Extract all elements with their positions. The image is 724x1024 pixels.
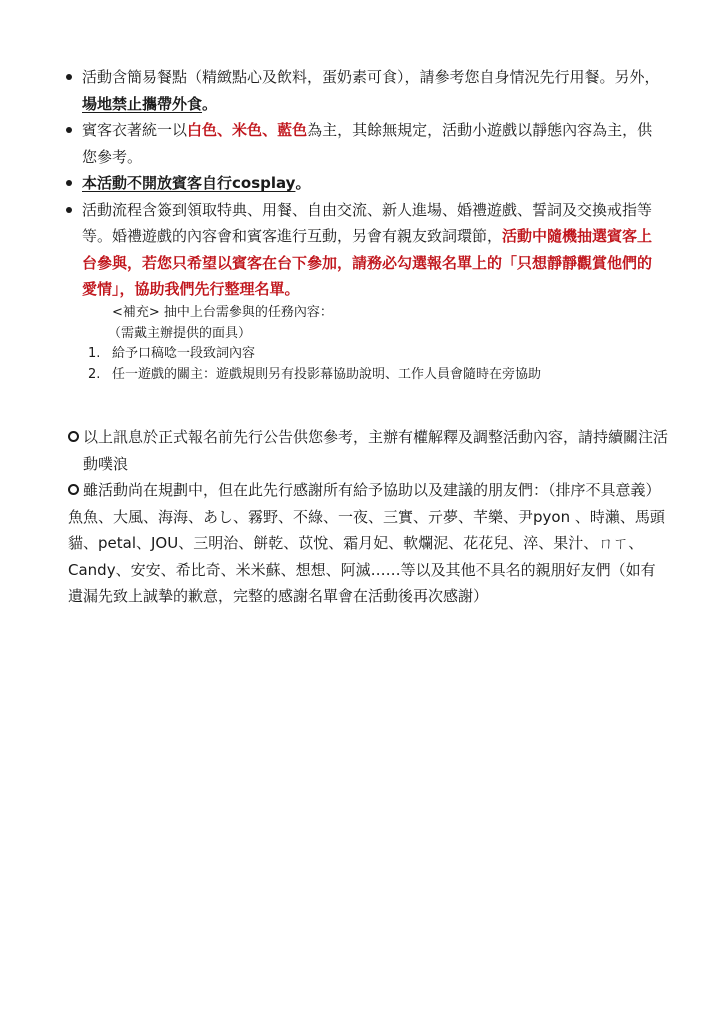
list-item-dress-code — [62, 117, 662, 170]
dress-text-lead: 賓客衣著統一以 — [82, 121, 188, 139]
bullet-icon — [66, 127, 72, 133]
notice-disclaimer — [68, 424, 668, 477]
supplement-subtitle: （需戴主辦提供的面具） — [108, 326, 252, 341]
bullet-icon — [66, 180, 72, 186]
supplement-block — [108, 302, 333, 344]
task-text: 給予口稿唸一段致詞內容 — [112, 346, 256, 361]
period-text: 。 — [202, 94, 218, 113]
random-draw-notice: 活動中隨機抽選賓客上台參與，若您只希望以賓客在台下參加，請務必勾選報名單上的「只想靜靜觀賞他們的愛情」，協助我們先行整理名單。 — [82, 227, 653, 298]
color-white-text: 白色 — [187, 121, 218, 139]
notes-block — [68, 424, 668, 610]
disclaimer-text: 以上訊息於正式報名前先行公告供您參考，主辦有權解釋及調整活動內容，請持續關注活動噗浪 — [83, 428, 669, 473]
task-number: 2. — [88, 367, 101, 382]
bullet-list — [62, 64, 662, 303]
bullet-icon — [66, 74, 72, 80]
meal-text: 活動含簡易餐點（精緻點心及飲料，蛋奶素可食），請參考您自身情況先行用餐。另外， — [82, 68, 660, 86]
schedule-text: 活動流程含簽到領取特典、用餐、自由交流、新人進場、婚禮遊戲、誓詞及交換戒指等等。婚禮遊戲的內容會和賓客進行互動，另會有親友致詞環節， — [82, 200, 653, 245]
color-beige-text: 米色 — [232, 121, 263, 139]
no-outside-food-text: 場地禁止攜帶外食 — [82, 94, 203, 113]
task-list — [88, 343, 541, 385]
thanks-lead-text: 雖活動尚在規劃中，但在此先行感謝所有給予協助以及建議的朋友們：（排序不具意義） — [83, 481, 661, 499]
no-cosplay-text: 本活動不開放賓客自行cosplay — [82, 174, 296, 192]
task-item — [88, 343, 541, 364]
dress-text-rest: 為主，其餘無規定，活動小遊戲以靜態內容為主，供您參考。 — [82, 121, 653, 166]
circle-bullet-icon — [68, 484, 79, 495]
notice-thanks — [68, 477, 668, 610]
period-text: 。 — [295, 174, 311, 192]
task-item — [88, 364, 541, 385]
bullet-icon — [66, 207, 72, 213]
list-item-meal — [62, 64, 662, 117]
separator-text: 、 — [217, 121, 233, 139]
color-blue-text: 藍色 — [277, 121, 308, 139]
task-number: 1. — [88, 346, 101, 361]
circle-bullet-icon — [68, 431, 79, 442]
separator-text: 、 — [262, 121, 278, 139]
task-text: 任一遊戲的關主：遊戲規則另有投影幕協助說明、工作人員會隨時在旁協助 — [112, 367, 542, 382]
list-item-schedule — [62, 197, 662, 303]
supplement-title: <補充> 抽中上台需參與的任務內容： — [112, 305, 333, 320]
list-item-cosplay — [62, 170, 662, 197]
thanks-names-text: 魚魚、大風、海海、あし、霧野、不綠、一夜、三實、亓夢、芊樂、尹pyon 、時瀨、馬頭貓、petal、JOU、三明治、餅乾、苡悅、霜月妃、軟爛泥、花花兒、淬、果汁、ㄇㄒ、Candy、安安、希比奇、米米蘇、想想、阿滅……等以及其他不具名的親朋好友們（如有遺漏先致上誠摯的歉意，完整的感謝名單會在活動後再次感謝） — [68, 507, 665, 605]
